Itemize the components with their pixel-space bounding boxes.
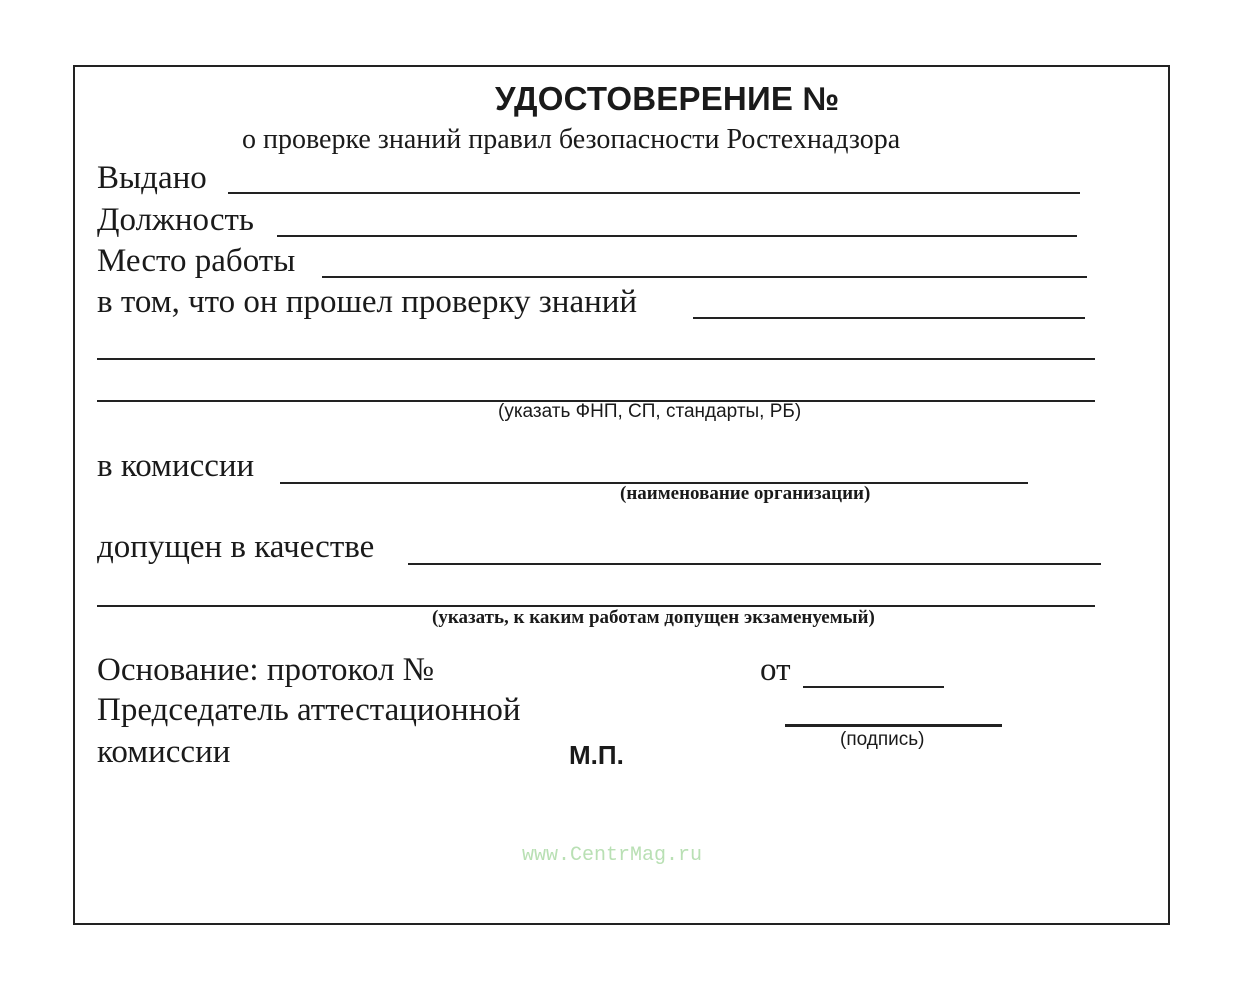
position-label: Должность: [97, 202, 254, 238]
date-field[interactable]: [803, 686, 944, 688]
admitted-as-field[interactable]: [408, 563, 1101, 565]
certificate-title: УДОСТОВЕРЕНИЕ №: [495, 80, 840, 117]
knowledge-check-label: в том, что он прошел проверку знаний: [97, 284, 638, 320]
chairman-label-line-1: Председатель аттестационной: [97, 692, 521, 728]
admitted-as-label: допущен в качестве: [97, 529, 375, 565]
date-from-label: от: [760, 652, 791, 688]
workplace-label: Место работы: [97, 243, 296, 279]
position-field[interactable]: [277, 235, 1077, 237]
watermark-text: www.CentrMag.ru: [522, 844, 703, 867]
signature-field[interactable]: [785, 724, 1002, 727]
works-hint: (указать, к каким работам допущен экзаменуемый): [432, 607, 875, 628]
stamp-place-label: М.П.: [569, 740, 624, 770]
workplace-field[interactable]: [322, 276, 1087, 278]
knowledge-check-field-line-2[interactable]: [97, 358, 1095, 360]
issued-to-label: Выдано: [97, 160, 207, 196]
knowledge-check-field[interactable]: [693, 317, 1085, 319]
commission-label: в комиссии: [97, 448, 255, 484]
organization-hint: (наименование организации): [620, 483, 871, 504]
standards-hint: (указать ФНП, СП, стандарты, РБ): [498, 401, 802, 422]
certificate-subtitle: о проверке знаний правил безопасности Ростехнадзора: [242, 124, 901, 155]
signature-hint: (подпись): [840, 729, 925, 750]
issued-to-field[interactable]: [228, 192, 1080, 194]
chairman-label-line-2: комиссии: [97, 734, 231, 770]
basis-label: Основание: протокол №: [97, 652, 435, 688]
